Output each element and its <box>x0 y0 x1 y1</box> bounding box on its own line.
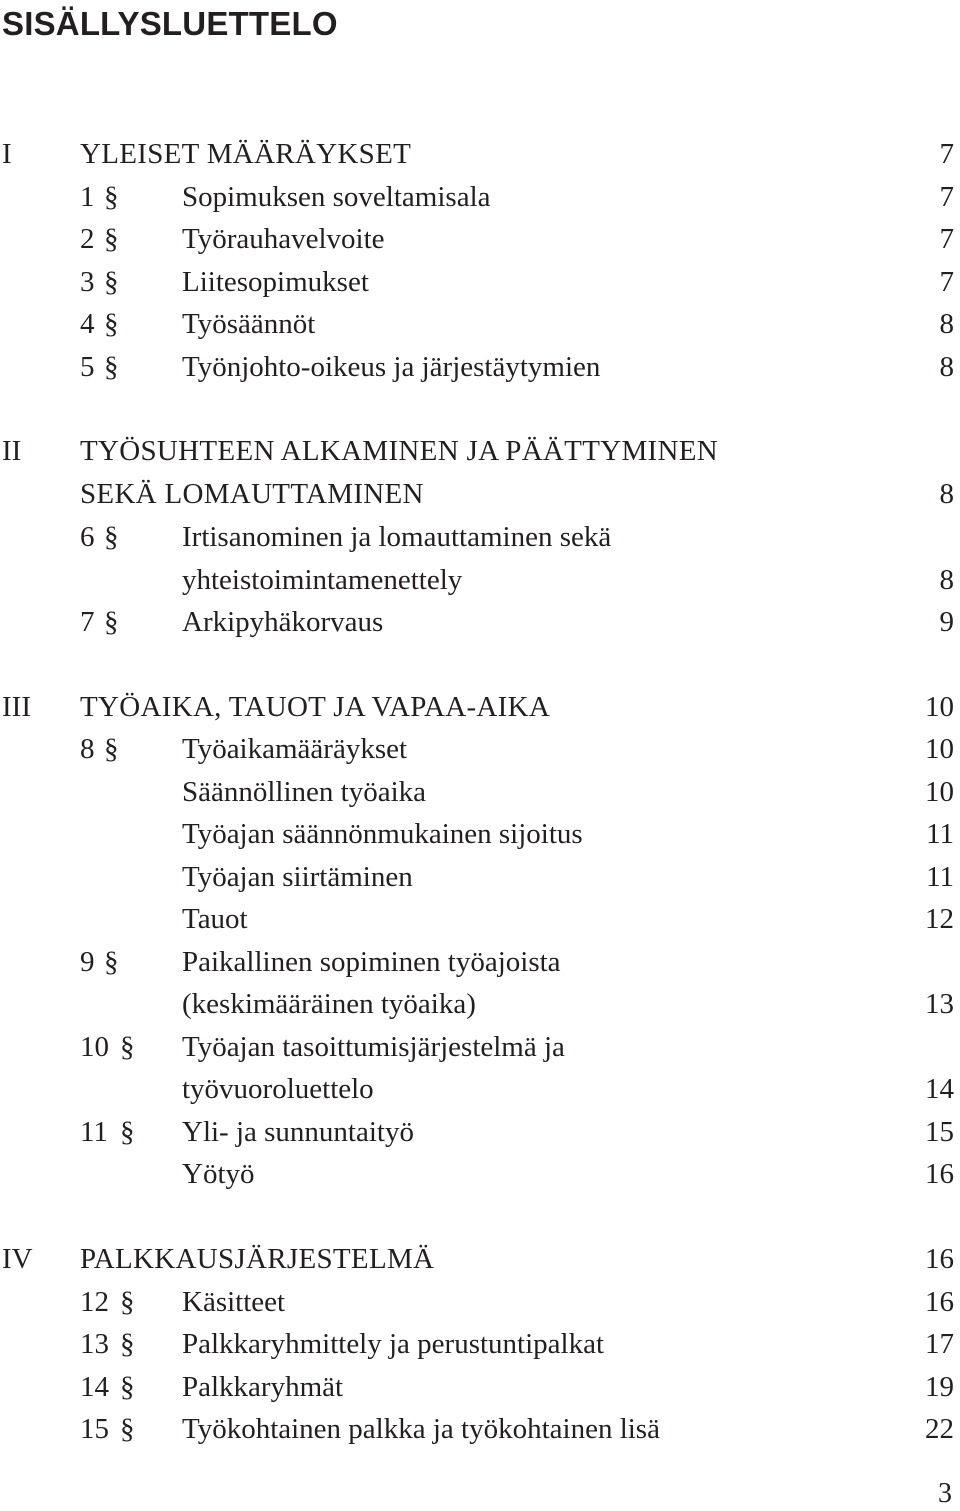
chapter-roman-numeral: I <box>2 138 12 170</box>
page-number: 17 <box>925 1328 954 1360</box>
section-sign-icon: § <box>104 521 119 553</box>
section-sign-icon: § <box>104 266 119 298</box>
toc-entry-section-14[interactable] <box>0 1366 960 1408</box>
section-title: Palkkaryhmät <box>182 1371 344 1403</box>
toc-entry-section-6-continued[interactable] <box>0 559 960 601</box>
chapter-heading-i[interactable] <box>0 133 960 175</box>
section-sign-icon: § <box>120 1371 135 1403</box>
section-title: Paikallinen sopiminen työajoista <box>182 946 561 978</box>
toc-entry-section-8[interactable] <box>0 728 960 770</box>
section-number: 5 <box>80 351 95 383</box>
page-title: SISÄLLYSLUETTELO <box>2 5 338 42</box>
section-sign-icon: § <box>104 606 119 638</box>
section-sign-icon: § <box>104 223 119 255</box>
section-number: 2 <box>80 223 95 255</box>
section-number: 11 <box>80 1116 108 1148</box>
page-number: 11 <box>926 818 954 850</box>
toc-entry-section-5[interactable] <box>0 346 960 388</box>
section-number: 7 <box>80 606 95 638</box>
page-number: 12 <box>925 903 954 935</box>
section-title: Työaikamääräykset <box>182 733 408 765</box>
toc-entry-section-7[interactable] <box>0 601 960 643</box>
page-number: 16 <box>925 1286 954 1318</box>
chapter-heading-iii[interactable] <box>0 686 960 728</box>
toc-entry-section-2[interactable] <box>0 218 960 260</box>
section-title: Työrauhavelvoite <box>182 223 385 255</box>
section-title: Sopimuksen soveltamisala <box>182 181 491 213</box>
toc-entry-section-1[interactable] <box>0 176 960 218</box>
section-number: 15 <box>80 1413 109 1445</box>
toc-entry-section-9-continued[interactable] <box>0 983 960 1025</box>
page-number: 15 <box>925 1116 954 1148</box>
chapter-title: TYÖAIKA, TAUOT JA VAPAA-AIKA <box>80 691 551 723</box>
chapter-heading-ii[interactable] <box>0 430 960 472</box>
toc-entry-section-3[interactable] <box>0 261 960 303</box>
page-number: 16 <box>925 1243 954 1275</box>
page-number: 7 <box>939 266 954 298</box>
chapter-roman-numeral: II <box>2 435 22 467</box>
page-number: 10 <box>925 691 954 723</box>
section-title: yhteistoimintamenettely <box>182 564 463 596</box>
toc-entry-section-15[interactable] <box>0 1408 960 1450</box>
section-title: (keskimääräinen työaika) <box>182 988 476 1020</box>
section-title: Työajan tasoittumisjärjestelmä ja <box>182 1031 565 1063</box>
section-sign-icon: § <box>120 1328 135 1360</box>
section-sign-icon: § <box>104 308 119 340</box>
page-number: 13 <box>925 988 954 1020</box>
subsection-title: Työajan siirtäminen <box>182 861 413 893</box>
page-number: 7 <box>939 138 954 170</box>
chapter-title: YLEISET MÄÄRÄYKSET <box>80 138 412 170</box>
section-title: Yli- ja sunnuntaityö <box>182 1116 414 1148</box>
section-number: 6 <box>80 521 95 553</box>
section-number: 3 <box>80 266 95 298</box>
chapter-title: SEKÄ LOMAUTTAMINEN <box>80 478 424 510</box>
section-sign-icon: § <box>104 946 119 978</box>
toc-entry-section-6[interactable] <box>0 516 960 558</box>
section-number: 9 <box>80 946 95 978</box>
subsection-title: Yötyö <box>182 1158 255 1190</box>
page-number: 19 <box>925 1371 954 1403</box>
section-title: Irtisanominen ja lomauttaminen sekä <box>182 521 612 553</box>
page-number: 9 <box>939 606 954 638</box>
section-sign-icon: § <box>104 351 119 383</box>
page-number: 10 <box>925 776 954 808</box>
section-sign-icon: § <box>104 181 119 213</box>
page-number: 8 <box>939 478 954 510</box>
footer-page-number: 3 <box>938 1478 952 1509</box>
subsection-title: Tauot <box>182 903 248 935</box>
chapter-heading-iv[interactable] <box>0 1238 960 1280</box>
section-number: 4 <box>80 308 95 340</box>
toc-entry-section-10-continued[interactable] <box>0 1068 960 1110</box>
page-number: 8 <box>939 564 954 596</box>
section-title: Arkipyhäkorvaus <box>182 606 384 638</box>
chapter-title: TYÖSUHTEEN ALKAMINEN JA PÄÄTTYMINEN <box>80 435 718 467</box>
subsection-title: Säännöllinen työaika <box>182 776 427 808</box>
toc-entry-section-11[interactable] <box>0 1111 960 1153</box>
toc-entry-subsection[interactable] <box>0 856 960 898</box>
page-number: 8 <box>939 351 954 383</box>
toc-entry-subsection[interactable] <box>0 771 960 813</box>
page-number: 8 <box>939 308 954 340</box>
section-number: 12 <box>80 1286 109 1318</box>
section-title: Työnjohto-oikeus ja järjestäytymien <box>182 351 601 383</box>
toc-entry-section-13[interactable] <box>0 1323 960 1365</box>
section-sign-icon: § <box>120 1413 135 1445</box>
page-number: 10 <box>925 733 954 765</box>
section-number: 8 <box>80 733 95 765</box>
toc-entry-subsection[interactable] <box>0 1153 960 1195</box>
section-sign-icon: § <box>120 1286 135 1318</box>
section-number: 10 <box>80 1031 109 1063</box>
section-title: Työkohtainen palkka ja työkohtainen lisä <box>182 1413 660 1445</box>
page-number: 7 <box>939 181 954 213</box>
toc-entry-subsection[interactable] <box>0 898 960 940</box>
section-title: Palkkaryhmittely ja perustuntipalkat <box>182 1328 605 1360</box>
page-number: 11 <box>926 861 954 893</box>
section-title: Käsitteet <box>182 1286 286 1318</box>
page-number: 7 <box>939 223 954 255</box>
toc-entry-section-9[interactable] <box>0 941 960 983</box>
toc-entry-subsection[interactable] <box>0 813 960 855</box>
section-number: 13 <box>80 1328 109 1360</box>
toc-entry-section-12[interactable] <box>0 1281 960 1323</box>
chapter-heading-ii-continued[interactable] <box>0 473 960 515</box>
section-title: Liitesopimukset <box>182 266 369 298</box>
section-title: Työsäännöt <box>182 308 316 340</box>
section-sign-icon: § <box>120 1031 135 1063</box>
section-number: 14 <box>80 1371 109 1403</box>
section-title: työvuoroluettelo <box>182 1073 374 1105</box>
page-number: 16 <box>925 1158 954 1190</box>
toc-entry-section-4[interactable] <box>0 303 960 345</box>
section-sign-icon: § <box>120 1116 135 1148</box>
subsection-title: Työajan säännönmukainen sijoitus <box>182 818 583 850</box>
section-number: 1 <box>80 181 95 213</box>
page-number: 14 <box>925 1073 954 1105</box>
chapter-roman-numeral: IV <box>2 1243 33 1275</box>
toc-entry-section-10[interactable] <box>0 1026 960 1068</box>
chapter-title: PALKKAUSJÄRJESTELMÄ <box>80 1243 435 1275</box>
page-number: 22 <box>925 1413 954 1445</box>
chapter-roman-numeral: III <box>2 691 31 723</box>
section-sign-icon: § <box>104 733 119 765</box>
